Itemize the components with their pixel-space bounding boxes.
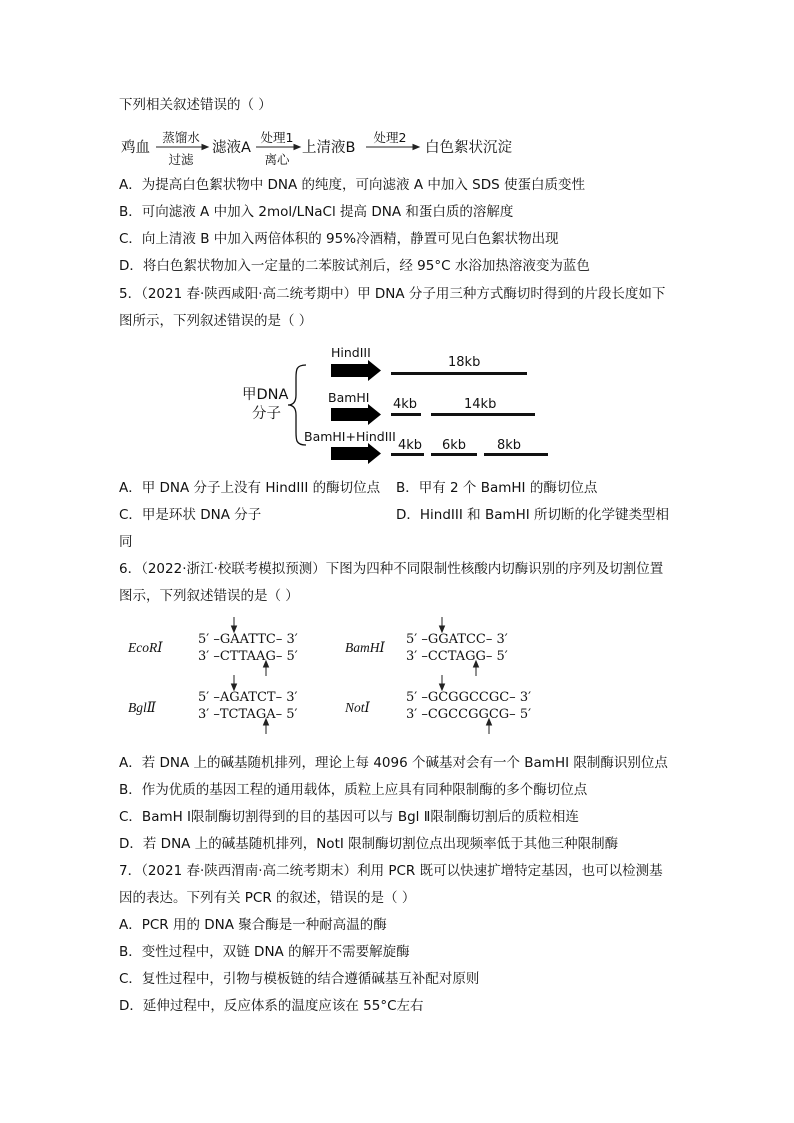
fragment-label-4kb: 4kb: [393, 397, 418, 412]
flow-arrow2-top-label: 处理1: [260, 130, 294, 145]
q7-option-c: C．复性过程中，引物与模板链的结合遵循碱基互补配对原则: [119, 971, 480, 987]
q7-option-b: B．变性过程中，双链 DNA 的解开不需要解旋酶: [119, 944, 410, 960]
q7-stem-line2: 因的表达。下列有关 PCR 的叙述，错误的是（ ）: [119, 890, 416, 906]
ecori-bottom-strand: 3′ –CTTAAG– 5′: [198, 649, 298, 664]
q4-option-a: A．为提高白色絮状物中 DNA 的纯度，可向滤液 A 中加入 SDS 使蛋白质变性: [119, 177, 585, 193]
flow-arrow2-bottom-label: 离心: [264, 152, 290, 167]
q6-option-a: A．若 DNA 上的碱基随机排列，理论上每 4096 个碱基对会有一个 BamHI 限制酶识别位点: [119, 755, 668, 771]
bglii-bottom-strand: 3′ –TCTAGA– 5′: [198, 707, 298, 722]
fragment-label-18kb: 18kb: [448, 355, 481, 370]
enzyme-name-noti: NotⅠ: [345, 700, 370, 715]
q5-option-d: D．HindIII 和 BamHI 所切断的化学键类型相: [396, 507, 670, 523]
enzyme-label-bamhi: BamHI: [328, 390, 370, 405]
q5-option-d-continued: 同: [119, 534, 133, 550]
q5-stem-line1: 5．（2021 春·陕西咸阳·高二统考期中）甲 DNA 分子用三种方式酶切时得到的片段长度如下: [119, 286, 666, 302]
q7-option-d: D．延伸过程中，反应体系的温度应该在 55°C左右: [119, 998, 424, 1014]
q4-option-d: D．将白色絮状物加入一定量的二苯胺试剂后，经 95°C 水浴加热溶液变为蓝色: [119, 258, 590, 274]
noti-top-strand: 5′ –GCGGCCGC– 3′: [406, 690, 532, 705]
q4-option-b: B．可向滤液 A 中加入 2mol/LNaCl 提高 DNA 和蛋白质的溶解度: [119, 204, 514, 220]
q6-option-d: D．若 DNA 上的碱基随机排列，NotI 限制酶切割位点出现频率低于其他三种限制酶: [119, 836, 619, 852]
fragment-label-4kb-double: 4kb: [398, 438, 423, 453]
ecori-top-strand: 5′ –GAATTC– 3′: [198, 632, 298, 647]
q4-option-c: C．向上清液 B 中加入两倍体积的 95%冷酒精，静置可见白色絮状物出现: [119, 231, 559, 247]
flow-node-filtrate-a: 滤液A: [212, 140, 251, 156]
bamhi-top-strand: 5′ –GGATCC– 3′: [406, 632, 508, 647]
bglii-top-strand: 5′ –AGATCT– 3′: [198, 690, 298, 705]
enzyme-label-bamhi-hindiii: BamHI+HindIII: [304, 429, 396, 444]
q6-stem-line2: 图示，下列叙述错误的是（ ）: [119, 588, 299, 604]
bamhi-bottom-strand: 3′ –CCTAGG– 5′: [406, 649, 508, 664]
enzyme-label-hindiii: HindIII: [331, 345, 371, 360]
q6-option-c: C．BamH Ⅰ限制酶切割得到的目的基因可以与 Bgl Ⅱ限制酶切割后的质粒相连: [119, 809, 579, 825]
q5-option-a: A．甲 DNA 分子上没有 HindIII 的酶切位点: [119, 480, 381, 496]
q4-stem: 下列相关叙述错误的（ ）: [119, 97, 272, 113]
molecule-label-line2: 分子: [252, 406, 281, 422]
q7-option-a: A．PCR 用的 DNA 聚合酶是一种耐高温的酶: [119, 917, 387, 933]
fragment-label-8kb: 8kb: [497, 438, 522, 453]
q5-option-b: B．甲有 2 个 BamHI 的酶切位点: [396, 480, 598, 496]
flow-arrow3-top-label: 处理2: [373, 130, 407, 145]
fragment-label-6kb: 6kb: [442, 438, 467, 453]
fragment-label-14kb: 14kb: [464, 397, 497, 412]
flow-node-supernatant-b: 上清液B: [302, 140, 356, 156]
flow-node-chicken-blood: 鸡血: [121, 140, 150, 156]
flow-node-white-precipitate: 白色絮状沉淀: [425, 140, 512, 156]
q6-option-b: B．作为优质的基因工程的通用载体，质粒上应具有同种限制酶的多个酶切位点: [119, 782, 588, 798]
enzyme-name-bamhi: BamHⅠ: [345, 640, 385, 655]
enzyme-name-bglii: BglⅡ: [128, 700, 156, 715]
q5-option-c: C．甲是环状 DNA 分子: [119, 507, 262, 523]
q7-stem-line1: 7．（2021 春·陕西渭南·高二统考期末）利用 PCR 既可以快速扩增特定基因，也可以检测基: [119, 863, 663, 879]
flow-arrow1-bottom-label: 过滤: [168, 152, 194, 167]
flow-arrow1-top-label: 蒸馏水: [162, 130, 200, 145]
noti-bottom-strand: 3′ –CGCCGGCG– 5′: [406, 707, 532, 722]
enzyme-name-ecori: EcoRⅠ: [128, 640, 163, 655]
molecule-label-line1: 甲DNA: [242, 387, 289, 403]
q6-stem-line1: 6．（2022·浙江·校联考模拟预测）下图为四种不同限制性核酸内切酶识别的序列及切割位置: [119, 561, 664, 577]
q5-stem-line2: 图所示，下列叙述错误的是（ ）: [119, 313, 313, 329]
